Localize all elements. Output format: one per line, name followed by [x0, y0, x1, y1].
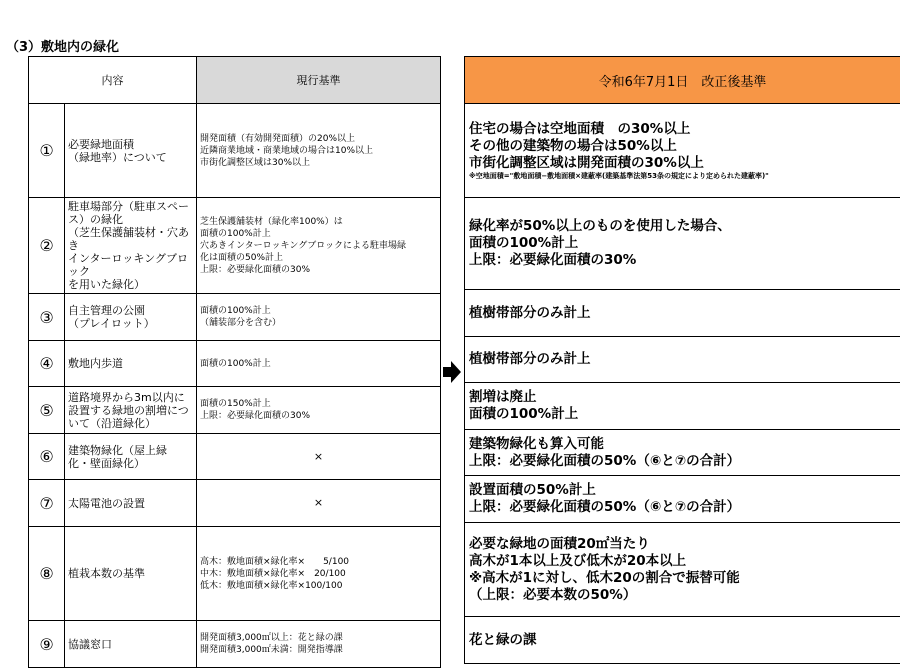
text-line: （プレイロット）	[68, 317, 193, 330]
header-content: 内容	[29, 57, 197, 104]
item-cell	[65, 387, 197, 434]
text-line: 近隣商業地域・商業地域の場合は10%以上	[200, 145, 437, 157]
text-line: 面積の100%計上	[469, 406, 896, 423]
current-cell	[197, 434, 441, 480]
text-line: 上限：必要緑化面積の30%	[200, 410, 437, 422]
table-row	[29, 434, 441, 480]
text-line: 化・壁面緑化）	[68, 457, 193, 470]
revised-cell	[465, 430, 900, 476]
text-line: 上限：必要緑化面積の50%（⑥と⑦の合計）	[469, 453, 896, 470]
text-line: 設置面積の50%計上	[469, 482, 896, 499]
table-row	[29, 294, 441, 341]
item-cell	[65, 621, 197, 668]
text-line: を用いた緑化）	[68, 278, 193, 291]
item-cell	[65, 341, 197, 387]
revised-cell	[465, 198, 900, 290]
item-cell	[65, 294, 197, 341]
footnote: ※空地面積="敷地面積−敷地面積×建蔽率(建築基準法第53条の規定により定められた建蔽率)"	[469, 172, 896, 181]
table-row	[465, 337, 900, 383]
text-line: 必要な緑地の面積20㎡当たり	[469, 536, 896, 553]
text-line: 開発面積3,000㎡以上：花と緑の課	[200, 632, 437, 644]
table-row	[465, 430, 900, 476]
text-line: 面積の100%計上	[200, 305, 437, 317]
text-line: 設置する緑地の割増につ	[68, 404, 193, 417]
row-number: ⑥	[29, 434, 65, 480]
text-line: 住宅の場合は空地面積 の30%以上	[469, 121, 896, 138]
item-cell	[65, 527, 197, 621]
current-cell	[197, 341, 441, 387]
text-line: 上限：必要緑化面積の50%（⑥と⑦の合計）	[469, 499, 896, 516]
text-line: 面積の100%計上	[469, 235, 896, 252]
text-line: 植栽本数の基準	[68, 567, 193, 580]
table-row	[29, 387, 441, 434]
table-row	[465, 104, 900, 198]
current-cell	[197, 480, 441, 527]
text-line: ×	[200, 451, 437, 463]
table-row	[465, 523, 900, 617]
text-line: （舗装部分を含む）	[200, 317, 437, 329]
text-line: 面積の100%計上	[200, 228, 437, 240]
text-line: ス）の緑化	[68, 213, 193, 226]
text-line: 高木：敷地面積×緑化率× 5/100	[200, 556, 437, 568]
text-line: 協議窓口	[68, 638, 193, 651]
text-line: 駐車場部分（駐車スペー	[68, 200, 193, 213]
current-cell	[197, 198, 441, 294]
text-line: 割増は廃止	[469, 389, 896, 406]
table-row	[29, 341, 441, 387]
text-line: 必要緑地面積	[68, 138, 193, 151]
item-cell	[65, 480, 197, 527]
row-number: ⑧	[29, 527, 65, 621]
text-line: （緑地率）について	[68, 151, 193, 164]
table-row	[29, 621, 441, 668]
current-standards-table	[28, 56, 441, 668]
header-current: 現行基準	[197, 57, 441, 104]
revised-cell	[465, 104, 900, 198]
text-line: 上限：必要緑化面積の30%	[200, 264, 437, 276]
text-line: 開発面積3,000㎡未満：開発指導課	[200, 644, 437, 656]
text-line: 中木：敷地面積×緑化率× 20/100	[200, 568, 437, 580]
text-line: ×	[200, 497, 437, 509]
table-row	[465, 617, 900, 664]
text-line: 開発面積（有効開発面積）の20%以上	[200, 133, 437, 145]
row-number: ①	[29, 104, 65, 198]
item-cell	[65, 198, 197, 294]
item-cell	[65, 104, 197, 198]
row-number: ③	[29, 294, 65, 341]
text-line: 穴あきインターロッキングブロックによる駐車場緑	[200, 240, 437, 252]
text-line: 敷地内歩道	[68, 357, 193, 370]
revised-standards-table	[464, 56, 900, 664]
text-line: 市街化調整区域は開発面積の30%以上	[469, 155, 896, 172]
section-title: （3）敷地内の緑化	[6, 36, 119, 55]
row-number: ⑨	[29, 621, 65, 668]
text-line: （芝生保護舗装材・穴あき	[68, 226, 193, 252]
text-line: （上限：必要本数の50%）	[469, 587, 896, 604]
current-cell	[197, 527, 441, 621]
table-row	[465, 476, 900, 523]
current-cell	[197, 294, 441, 341]
table-row	[29, 527, 441, 621]
text-line: 植樹帯部分のみ計上	[469, 351, 896, 368]
text-line: 化は面積の50%計上	[200, 252, 437, 264]
revised-cell	[465, 337, 900, 383]
text-line: 自主管理の公園	[68, 304, 193, 317]
current-cell	[197, 387, 441, 434]
text-line: その他の建築物の場合は50%以上	[469, 138, 896, 155]
text-line: ※高木が1に対し、低木20の割合で振替可能	[469, 570, 896, 587]
current-cell	[197, 104, 441, 198]
item-cell	[65, 434, 197, 480]
text-line: 面積の100%計上	[200, 358, 437, 370]
text-line: 建築物緑化（屋上緑	[68, 444, 193, 457]
table-row	[465, 290, 900, 337]
text-line: 植樹帯部分のみ計上	[469, 305, 896, 322]
text-line: 太陽電池の設置	[68, 497, 193, 510]
revised-cell	[465, 617, 900, 664]
table-row	[465, 383, 900, 430]
table-row	[29, 198, 441, 294]
arrow-right-icon	[443, 361, 461, 383]
revised-cell	[465, 290, 900, 337]
row-number: ⑤	[29, 387, 65, 434]
text-line: 低木：敷地面積×緑化率×100/100	[200, 580, 437, 592]
text-line: 緑化率が50%以上のものを使用した場合、	[469, 218, 896, 235]
text-line: 道路境界から3m以内に	[68, 391, 193, 404]
text-line: 上限：必要緑化面積の30%	[469, 252, 896, 269]
revised-cell	[465, 476, 900, 523]
row-number: ⑦	[29, 480, 65, 527]
current-cell	[197, 621, 441, 668]
text-line: インターロッキングブロック	[68, 252, 193, 278]
table-row	[29, 480, 441, 527]
revised-cell	[465, 383, 900, 430]
text-line: 高木が1本以上及び低木が20本以上	[469, 553, 896, 570]
text-line: いて（沿道緑化）	[68, 417, 193, 430]
revised-cell	[465, 523, 900, 617]
text-line: 花と緑の課	[469, 632, 896, 649]
row-number: ②	[29, 198, 65, 294]
text-line: 建築物緑化も算入可能	[469, 436, 896, 453]
table-row	[465, 198, 900, 290]
text-line: 面積の150%計上	[200, 398, 437, 410]
header-revised: 令和6年7月1日 改正後基準	[465, 57, 900, 104]
text-line: 市街化調整区域は30%以上	[200, 157, 437, 169]
row-number: ④	[29, 341, 65, 387]
table-row	[29, 104, 441, 198]
text-line: 芝生保護舗装材（緑化率100%）は	[200, 216, 437, 228]
